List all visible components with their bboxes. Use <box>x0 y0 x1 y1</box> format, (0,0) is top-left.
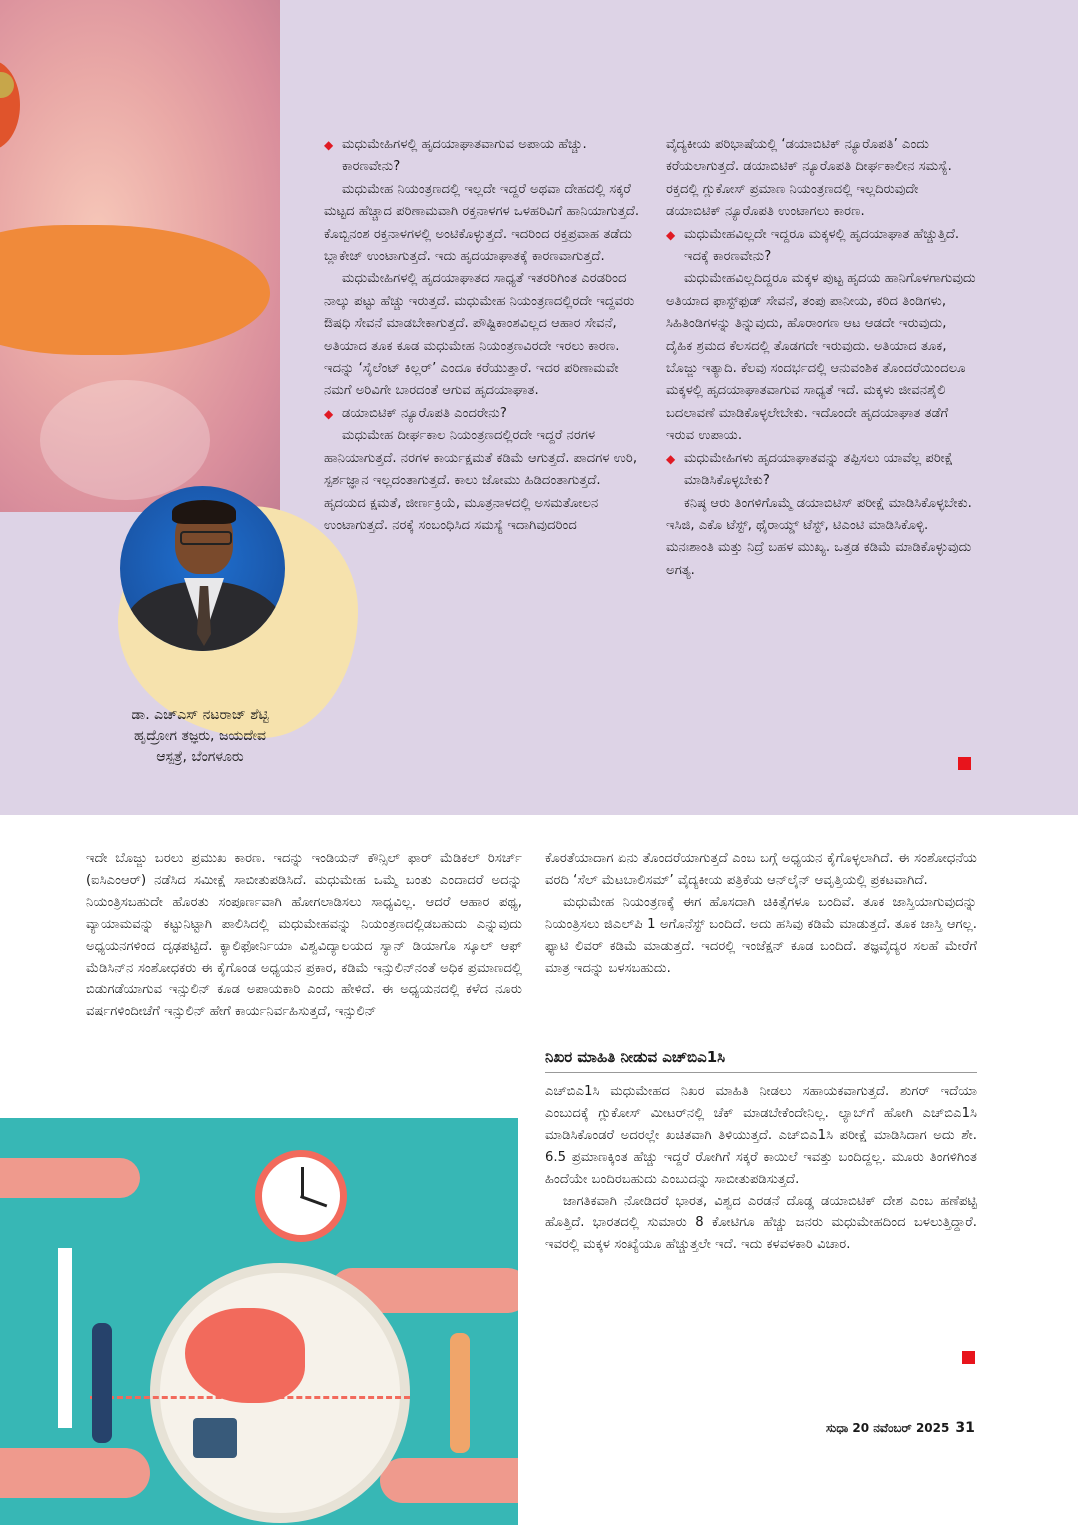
paragraph: ಜಾಗತಿಕವಾಗಿ ನೋಡಿದರೆ ಭಾರತ, ವಿಶ್ವದ ಎರಡನೆ ದೊಡ್ಡ ಡಯಾಬಿಟಿಕ್ ದೇಶ ಎಂಬ ಹಣೆಪಟ್ಟಿ ಹೊತ್ತಿದೆ. ಭಾರತದಲ್ಲಿ ಸುಮಾರು 8 ಕೋಟಿಗೂ ಹೆಚ್ಚು ಜನರು ಮಧುಮೇಹದಿಂದ ಬಳಲುತ್ತಿದ್ದಾರೆ. ಇವರಲ್ಲಿ ಮಕ್ಕಳ ಸಂಖ್ಯೆಯೂ ಹೆಚ್ಚುತ್ತಲೇ ಇದೆ. ಇದು ಕಳವಳಕಾರಿ ವಿಚಾರ. <box>545 1193 977 1253</box>
body-column-right-top <box>545 848 977 979</box>
answer: ಕನಿಷ್ಠ ಆರು ತಿಂಗಳಿಗೊಮ್ಮೆ ಡಯಾಬಿಟಿಸ್ ಪರೀಕ್ಷೆ ಮಾಡಿಸಿಕೊಳ್ಳಬೇಕು. ಇಸಿಜಿ, ಎಕೊ ಟೆಸ್ಟ್, ಥೈರಾಯ್ಡ್ ಟೆಸ್ಟ್, ಟಿಎಂಟಿ ಮಾಡಿಸಿಕೊಳ್ಳಿ. ಮನಃಶಾಂತಿ ಮತ್ತು ನಿದ್ರೆ ಬಹಳ ಮುಖ್ಯ. ಒತ್ತಡ ಕಡಿಮೆ ಮಾಡಿಕೊಳ್ಳುವುದು ಅಗತ್ಯ. <box>666 495 972 578</box>
answer: ಮಧುಮೇಹ ದೀರ್ಘಕಾಲ ನಿಯಂತ್ರಣದಲ್ಲಿರದೇ ಇದ್ದರೆ ನರಗಳ ಹಾನಿಯಾಗುತ್ತದೆ. ನರಗಳ ಕಾರ್ಯಕ್ಷಮತೆ ಕಡಿಮೆ ಆಗುತ್ತದೆ. ಪಾದಗಳ ಉರಿ, ಸ್ಪರ್ಶಜ್ಞಾನ ಇಲ್ಲದಂತಾಗುತ್ತದೆ. ಕಾಲು ಜೋಮು ಹಿಡಿದಂತಾಗುತ್ತದೆ. ಹೃದಯದ ಕ್ಷಮತೆ, ಜೀರ್ಣಕ್ರಿಯೆ, ಮೂತ್ರನಾಳದಲ್ಲಿ ಅಸಮತೋಲನ ಉಂಟಾಗುತ್ತದೆ. ನರಕ್ಕೆ ಸಂಬಂಧಿಸಿದ ಸಮಸ್ಯೆ ಇದಾಗಿವುದರಿಂದ <box>324 428 638 533</box>
heading-divider <box>545 1072 977 1073</box>
question: ◆ ಮಧುಮೇಹವಿಲ್ಲದೇ ಇದ್ದರೂ ಮಕ್ಕಳಲ್ಲಿ ಹೃದಯಾಘಾತ ಹೆಚ್ಚುತ್ತಿದೆ. ಇದಕ್ಕೆ ಕಾರಣವೇನು? <box>666 224 976 269</box>
hero-illustration <box>0 0 280 512</box>
caption-line: ಆಸ್ಪತ್ರೆ, ಬೆಂಗಳೂರು <box>156 749 244 765</box>
answer: ಮಧುಮೇಹ ನಿಯಂತ್ರಣದಲ್ಲಿ ಇಲ್ಲದೇ ಇದ್ದರೆ ಅಥವಾ ದೇಹದಲ್ಲಿ ಸಕ್ಕರೆ ಮಟ್ಟದ ಹೆಚ್ಚಾದ ಪರಿಣಾಮವಾಗಿ ರಕ್ತನಾಳಗಳ ಒಳಹರಿವಿಗೆ ಹಾನಿಯಾಗುತ್ತದೆ. ಕೊಬ್ಬಿನಂಶ ರಕ್ತನಾಳಗಳಲ್ಲಿ ಅಂಟಿಕೊಳ್ಳುತ್ತದೆ. ಇದರಿಂದ ರಕ್ತಪ್ರವಾಹ ತಡೆದು ಬ್ಲಾಕೇಜ್ ಉಂಟಾಗುತ್ತದೆ. ಇದು ಹೃದಯಾಘಾತಕ್ಕೆ ಕಾರಣವಾಗುತ್ತದೆ. <box>324 181 640 265</box>
body-column-right-bottom <box>545 1081 977 1256</box>
end-mark-icon <box>962 1351 975 1364</box>
answer: ಮಧುಮೇಹಿಗಳಲ್ಲಿ ಹೃದಯಾಘಾತದ ಸಾಧ್ಯತೆ ಇತರರಿಗಿಂತ ಎರಡರಿಂದ ನಾಲ್ಕು ಪಟ್ಟು ಹೆಚ್ಚು ಇರುತ್ತದೆ. ಮಧುಮೇಹ ನಿಯಂತ್ರಣದಲ್ಲಿರದೇ ಇದ್ದವರು ಔಷಧಿ ಸೇವನೆ ಮಾಡಬೇಕಾಗುತ್ತದೆ. ಪೌಷ್ಟಿಕಾಂಶವಿಲ್ಲದ ಆಹಾರ ಸೇವನೆ, ಅತಿಯಾದ ತೂಕ ಕೂಡ ಮಧುಮೇಹ ನಿಯಂತ್ರಣವಿರದೇ ಇರಲು ಕಾರಣ. ಇದನ್ನು ‘ಸೈಲೆಂಟ್ ಕಿಲ್ಲರ್’ ಎಂದೂ ಕರೆಯುತ್ತಾರೆ. ಇದರ ಪರಿಣಾಮವೇ ನಮಗೆ ಅರಿವಿಗೇ ಬಾರದಂತೆ ಆಗುವ ಹೃದಯಾಘಾತ. <box>324 271 635 399</box>
paragraph: ಇದೇ ಬೊಜ್ಜು ಬರಲು ಪ್ರಮುಖ ಕಾರಣ. ಇದನ್ನು ಇಂಡಿಯನ್ ಕೌನ್ಸಿಲ್ ಫಾರ್ ಮೆಡಿಕಲ್ ರಿಸರ್ಚ್ (ಐಸಿಎಂಆರ್) ನಡೆಸಿದ ಸಮೀಕ್ಷೆ ಸಾಬೀತುಪಡಿಸಿದೆ. ಮಧುಮೇಹ ಒಮ್ಮೆ ಬಂತು ಎಂದಾದರೆ ಅದನ್ನು ನಿಯಂತ್ರಿಸಬಹುದೇ ಹೊರತು ಸಂಪೂರ್ಣವಾಗಿ ಹೋಗಲಾಡಿಸಲು ಸಾಧ್ಯವಿಲ್ಲ. ಆದರೆ ಆಹಾರ ಪಥ್ಯ, ವ್ಯಾಯಾಮವನ್ನು ಕಟ್ಟುನಿಟ್ಟಾಗಿ ಪಾಲಿಸಿದಲ್ಲಿ ಮಧುಮೇಹವನ್ನು ನಿಯಂತ್ರಣದಲ್ಲಿಡಬಹುದು ಎನ್ನುವುದು ಅಧ್ಯಯನಗಳಿಂದ ದೃಢಪಟ್ಟಿದೆ. ಕ್ಯಾಲಿಫೋರ್ನಿಯಾ ವಿಶ್ವವಿದ್ಯಾಲಯದ ಸ್ಯಾನ್ ಡಿಯಾಗೊ ಸ್ಕೂಲ್ ಆಫ್ ಮೆಡಿಸಿನ್‌ನ ಸಂಶೋಧಕರು ಈ ಕೈಗೊಂಡ ಅಧ್ಯಯನ ಪ್ರಕಾರ, ಕಡಿಮೆ ಇನ್ಸುಲಿನ್‌ನಂತೆ ಅಧಿಕ ಪ್ರಮಾಣದಲ್ಲಿ ಬಿಡುಗಡೆಯಾಗುವ ಇನ್ಸುಲಿನ್ ಕೂಡ ಅಪಾಯಕಾರಿ ಎಂದು ಹೇಳಿದೆ. ಈ ಅಧ್ಯಯನದಲ್ಲಿ ಕಳೆದ ನೂರು ವರ್ಷಗಳಿಂದೀಚೆಗೆ ಇನ್ಸುಲಿನ್ ಹೇಗೆ ಕಾರ್ಯನಿರ್ವಹಿಸುತ್ತದೆ, ಇನ್ಸುಲಿನ್ <box>86 851 522 1020</box>
doctor-portrait <box>120 486 285 651</box>
end-mark-icon <box>958 757 971 770</box>
caption-line: ಹೃದ್ರೋಗ ತಜ್ಞರು, ಜಯದೇವ <box>134 728 266 744</box>
diet-illustration <box>0 1118 518 1525</box>
doctor-caption <box>90 705 310 768</box>
body-column-left <box>86 848 522 1023</box>
question: ◆ ಡಯಾಬಿಟಿಕ್ ನ್ಯೂರೊಪತಿ ಎಂದರೇನು? <box>324 403 644 425</box>
answer: ಮಧುಮೇಹವಿಲ್ಲದಿದ್ದರೂ ಮಕ್ಕಳ ಪುಟ್ಟ ಹೃದಯ ಹಾನಿಗೊಳಗಾಗುವುದು ಅತಿಯಾದ ಫಾಸ್ಟ್‌ಫುಡ್ ಸೇವನೆ, ತಂಪು ಪಾನೀಯ, ಕರಿದ ತಿಂಡಿಗಳು, ಸಿಹಿತಿಂಡಿಗಳನ್ನು ತಿನ್ನುವುದು, ಹೊರಾಂಗಣ ಆಟ ಆಡದೇ ಇರುವುದು, ದೈಹಿಕ ಶ್ರಮದ ಕೆಲಸದಲ್ಲಿ ತೊಡಗದೇ ಇರುವುದು. ಅತಿಯಾದ ತೂಕ, ಬೊಜ್ಜು ಇತ್ಯಾದಿ. ಕೆಲವು ಸಂದರ್ಭದಲ್ಲಿ ಆನುವಂಶಿಕ ತೊಂದರೆಯಿಂದಲೂ ಮಕ್ಕಳಲ್ಲಿ ಹೃದಯಾಘಾತವಾಗುವ ಸಾಧ್ಯತೆ ಇದೆ. ಮಕ್ಕಳು ಜೀವನಶೈಲಿ ಬದಲಾವಣೆ ಮಾಡಿಕೊಳ್ಳಲೇಬೇಕು. ಇದೊಂದೇ ಹೃದಯಾಘಾತ ತಡೆಗೆ ಇರುವ ಉಪಾಯ. <box>666 271 976 444</box>
magazine-issue: ಸುಧಾ 20 ನವೆಂಬರ್ 2025 <box>826 1421 950 1435</box>
qa-column-1 <box>324 134 644 537</box>
paragraph: ಕೊರತೆಯಾದಾಗ ಏನು ತೊಂದರೆಯಾಗುತ್ತದೆ ಎಂಬ ಬಗ್ಗೆ ಅಧ್ಯಯನ ಕೈಗೊಳ್ಳಲಾಗಿದೆ. ಈ ಸಂಶೋಧನೆಯ ವರದಿ ‘ಸೆಲ್ ಮೆಟಬಾಲಿಸಮ್’ ವೈದ್ಯಕೀಯ ಪತ್ರಿಕೆಯ ಆನ್‌ಲೈನ್ ಆವೃತ್ತಿಯಲ್ಲಿ ಪ್ರಕಟವಾಗಿದೆ. <box>545 851 977 888</box>
page-number: 31 <box>955 1420 975 1436</box>
answer: ವೈದ್ಯಕೀಯ ಪರಿಭಾಷೆಯಲ್ಲಿ ‘ಡಯಾಬಿಟಿಕ್ ನ್ಯೂರೊಪತಿ’ ಎಂದು ಕರೆಯಲಾಗುತ್ತದೆ. ಡಯಾಬಿಟಿಕ್ ನ್ಯೂರೊಪತಿ ದೀರ್ಘಕಾಲೀನ ಸಮಸ್ಯೆ. ರಕ್ತದಲ್ಲಿ ಗ್ಲುಕೋಸ್ ಪ್ರಮಾಣ ನಿಯಂತ್ರಣದಲ್ಲಿ ಇಲ್ಲದಿರುವುದೇ ಡಯಾಬಿಟಿಕ್ ನ್ಯೂರೊಪತಿ ಉಂಟಾಗಲು ಕಾರಣ. <box>666 137 952 220</box>
caption-line: ಡಾ. ಎಚ್‌ಎಸ್ ನಟರಾಜ್ ಶೆಟ್ಟಿ <box>131 707 269 723</box>
paragraph: ಮಧುಮೇಹ ನಿಯಂತ್ರಣಕ್ಕೆ ಈಗ ಹೊಸದಾಗಿ ಚಿಕಿತ್ಸೆಗಳೂ ಬಂದಿವೆ. ತೂಕ ಜಾಸ್ತಿಯಾಗುವುದನ್ನು ನಿಯಂತ್ರಿಸಲು ಜಿಎಲ್‌ಪಿ 1 ಅಗೊನೆಸ್ಟ್ ಬಂದಿದೆ. ಅದು ಹಸಿವು ಕಡಿಮೆ ಮಾಡುತ್ತದೆ. ತೂಕ ಜಾಸ್ತಿ ಆಗಲ್ಲ. ಫ್ಯಾಟಿ ಲಿವರ್ ಕಡಿಮೆ ಮಾಡುತ್ತದೆ. ಇದರಲ್ಲಿ ಇಂಜೆಕ್ಷನ್ ಕೂಡ ಬಂದಿದೆ. ತಜ್ಞವೈದ್ಯರ ಸಲಹೆ ಮೇರೆಗೆ ಮಾತ್ರ ಇದನ್ನು ಬಳಸಬಹುದು. <box>545 894 977 976</box>
paragraph: ಎಚ್‌ಬಿಎ1ಸಿ ಮಧುಮೇಹದ ನಿಖರ ಮಾಹಿತಿ ನೀಡಲು ಸಹಾಯಕವಾಗುತ್ತದೆ. ಶುಗರ್ ಇದೆಯಾ ಎಂಬುದಕ್ಕೆ ಗ್ಲುಕೋಸ್ ಮೀಟರ್‌ನಲ್ಲಿ ಚೆಕ್ ಮಾಡಬೇಕೆಂದೇನಿಲ್ಲ. ಲ್ಯಾಬ್‌ಗೆ ಹೋಗಿ ಎಚ್‌ಬಿಎ1ಸಿ ಮಾಡಿಸಿಕೊಂಡರೆ ಅದರಲ್ಲೇ ಖಚಿತವಾಗಿ ತಿಳಿಯುತ್ತದೆ. ಎಚ್‌ಬಿಎ1ಸಿ ಪರೀಕ್ಷೆ ಮಾಡಿಸಿದಾಗ ಅದು ಶೇ. 6.5 ಪ್ರಮಾಣಕ್ಕಿಂತ ಹೆಚ್ಚು ಇದ್ದರೆ ರೋಗಿಗೆ ಸಕ್ಕರೆ ಕಾಯಿಲೆ ಇವತ್ತು ಬಂದಿದ್ದಲ್ಲ. ಮೂರು ತಿಂಗಳಿಗಿಂತ ಹಿಂದೆಯೇ ಬಂದಿರಬಹುದು ಎಂಬುದನ್ನು ಸಾಬೀತುಪಡಿಸುತ್ತದೆ. <box>545 1084 977 1187</box>
qa-column-2 <box>666 134 976 582</box>
page-footer <box>826 1420 975 1436</box>
question: ◆ ಮಧುಮೇಹಿಗಳು ಹೃದಯಾಘಾತವನ್ನು ತಪ್ಪಿಸಲು ಯಾವೆಲ್ಲ ಪರೀಕ್ಷೆ ಮಾಡಿಸಿಕೊಳ್ಳಬೇಕು? <box>666 448 976 493</box>
question: ◆ ಮಧುಮೇಹಿಗಳಲ್ಲಿ ಹೃದಯಾಘಾತವಾಗುವ ಅಪಾಯ ಹೆಚ್ಚು. ಕಾರಣವೇನು? <box>324 134 644 179</box>
section-heading: ನಿಖರ ಮಾಹಿತಿ ನೀಡುವ ಎಚ್‌ಬಿಎ1ಸಿ <box>545 1048 726 1066</box>
